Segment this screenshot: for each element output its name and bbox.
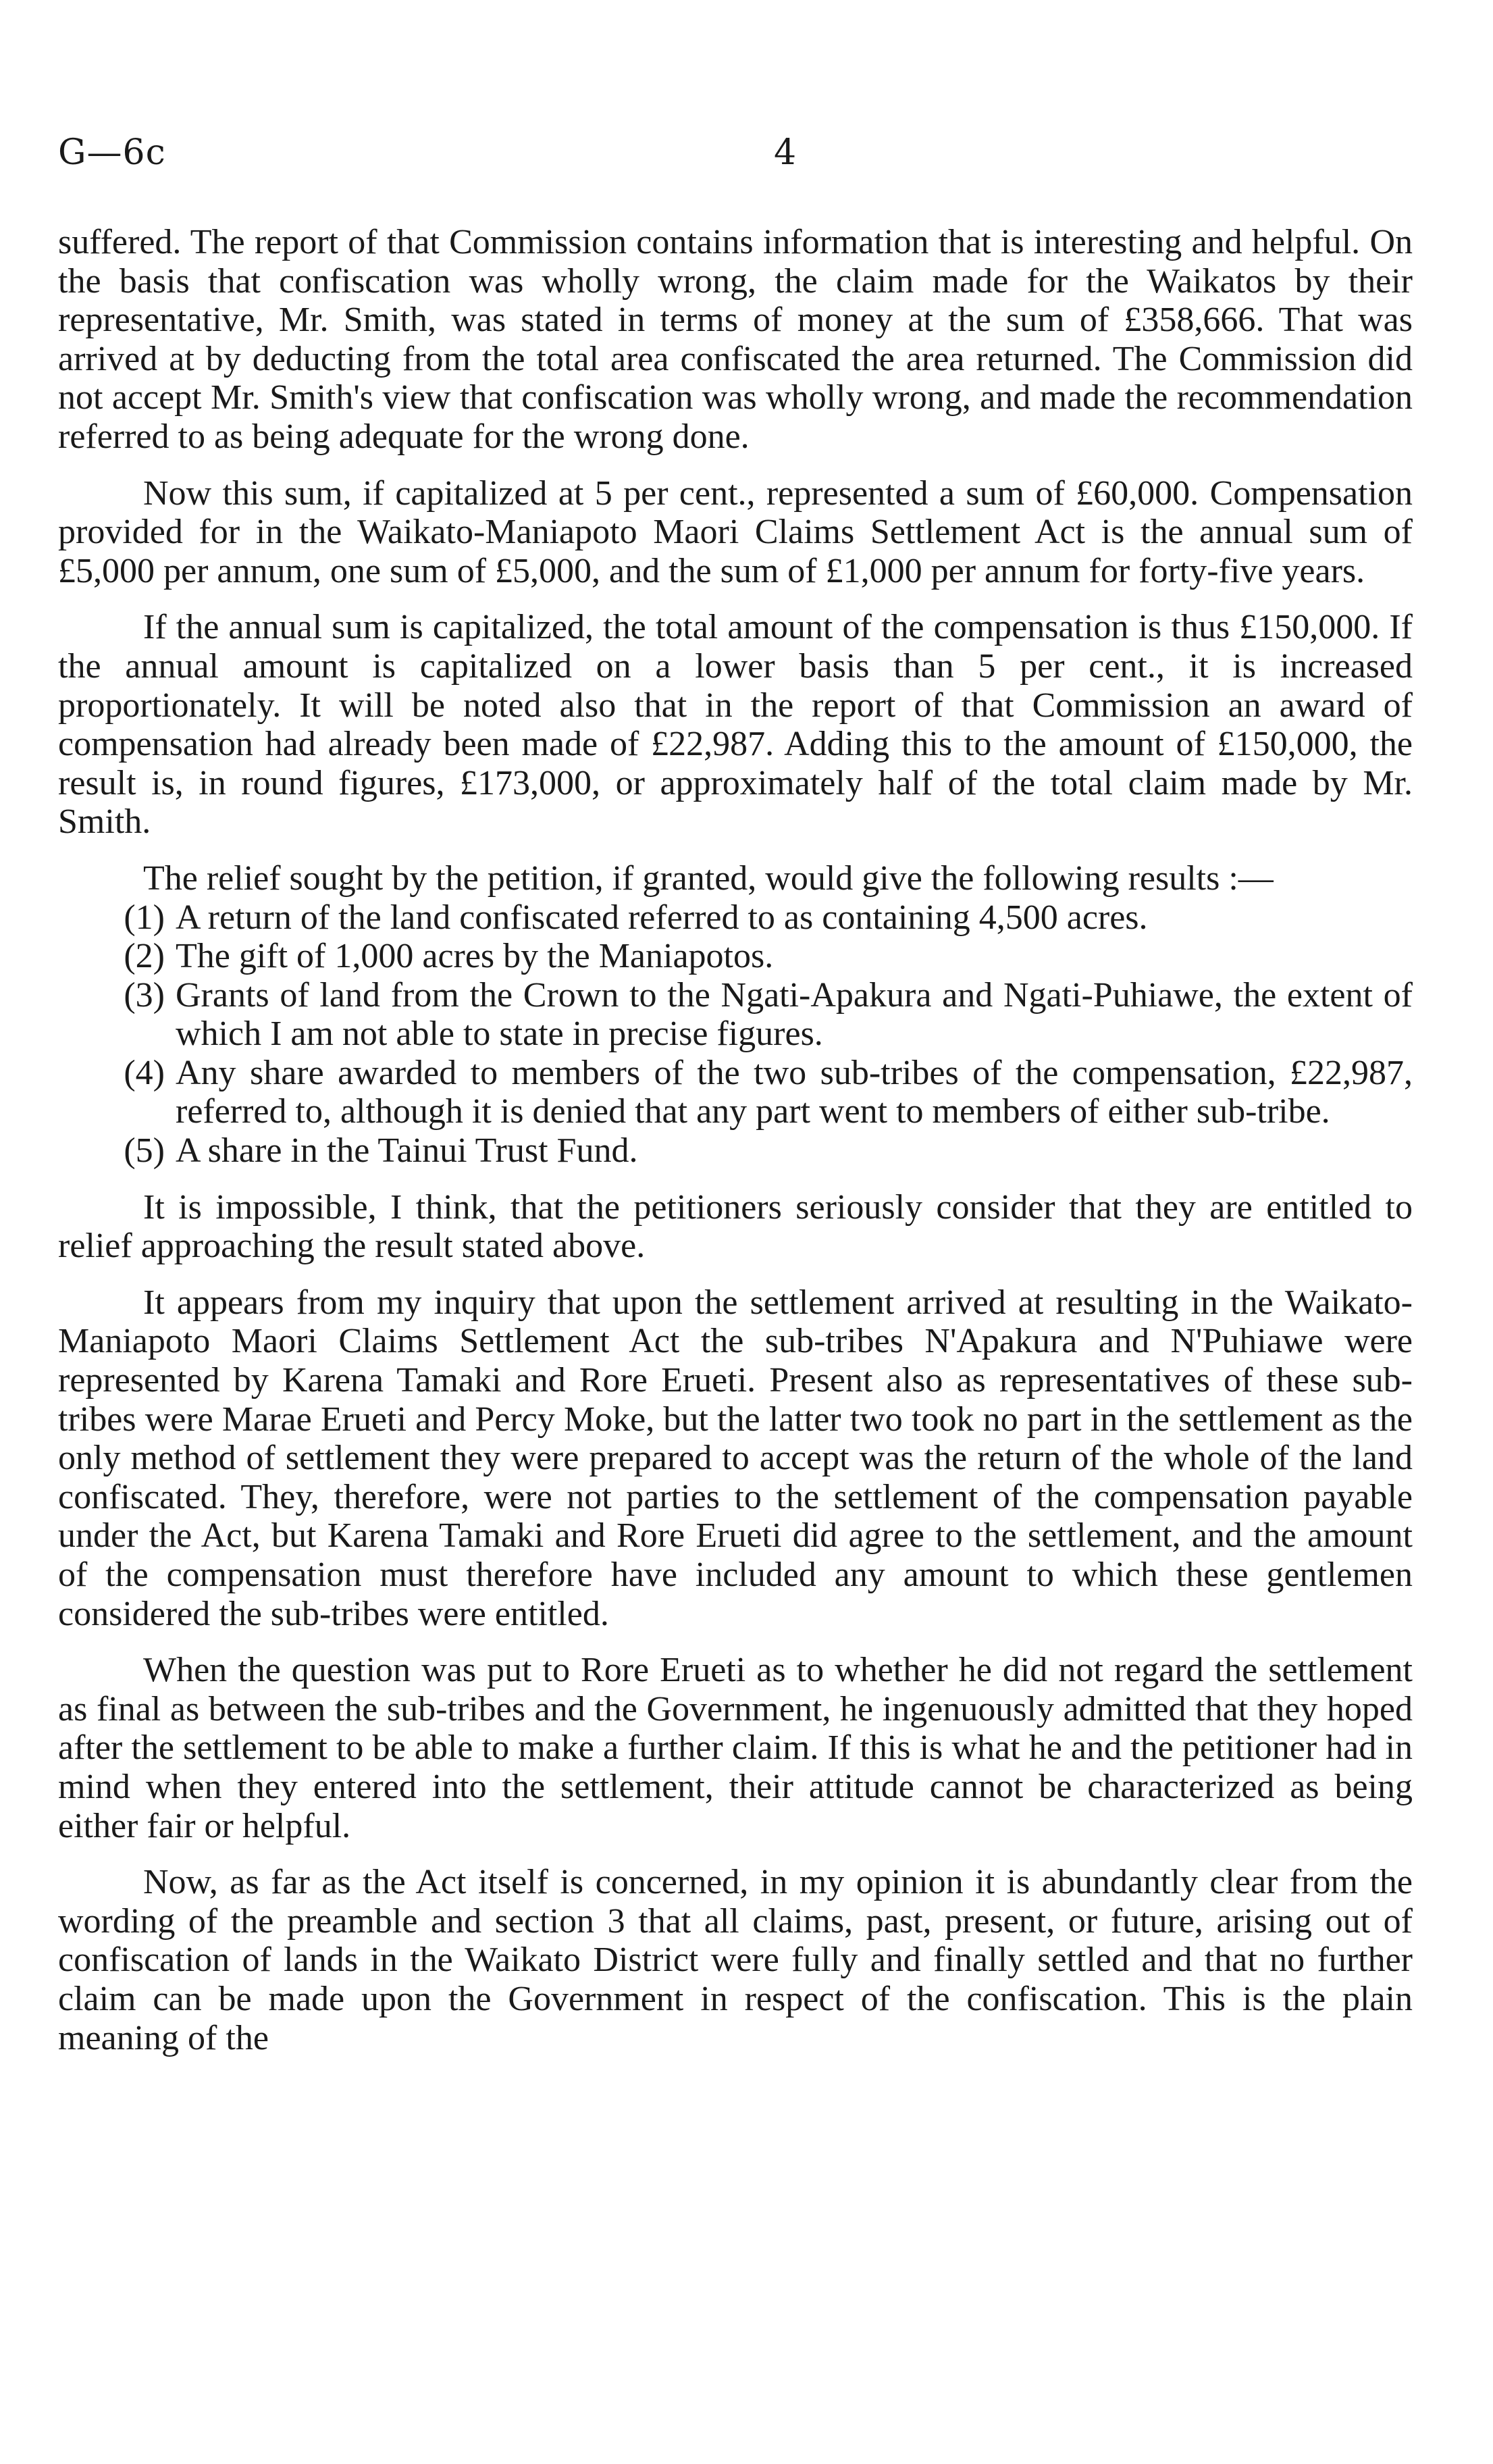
results-list xyxy=(58,898,1413,1171)
page-header xyxy=(58,132,1436,180)
list-item-number: (2) xyxy=(124,937,165,976)
list-item xyxy=(58,898,1413,938)
list-item-text: Grants of land from the Crown to the Ngati-Apakura and Ngati-Puhiawe, the extent of which I am not able to state in precise figures. xyxy=(176,975,1413,1054)
list-item-text: The gift of 1,000 acres by the Maniapotos. xyxy=(176,937,774,976)
document-body xyxy=(58,223,1413,2075)
list-item-number: (3) xyxy=(124,975,165,1015)
page-number: 4 xyxy=(774,132,797,173)
list-item-number: (1) xyxy=(124,898,165,937)
paragraph: The relief sought by the petition, if granted, would give the following results :— xyxy=(143,858,1274,898)
list-item-number: (4) xyxy=(124,1053,165,1092)
list-item xyxy=(58,1131,1413,1171)
paragraph: If the annual sum is capitalized, the total amount of the compensation is thus £150,000. If the annual amount is capitalized on a lower basis than 5 per cent., it is increased proportionately. It will be noted also that in the report of that Commission an award of compensation had already been made of £22,987. Adding this to the amount of £150,000, the result is, in round figures, £173,000, or approximately half of the total claim made by Mr. Smith. xyxy=(58,608,1413,842)
document-reference: G—6c xyxy=(58,132,166,173)
paragraph: It appears from my inquiry that upon the settlement arrived at resulting in the Waikato-Maniapoto Maori Claims Settlement Act the sub-tribes N'Apakura and N'Puhiawe were represented by Karena Tamaki and Rore Erueti. Present also as representatives of these sub-tribes were Marae Erueti and Percy Moke, but the latter two took no part in the settlement as the only method of settlement they were prepared to accept was the return of the whole of the land confiscated. They, therefore, were not parties to the settlement of the compensation payable under the Act, but Karena Tamaki and Rore Erueti did agree to the settlement, and the amount of the compensation must therefore have included any amount to which these gentlemen considered the sub-tribes were entitled. xyxy=(58,1283,1413,1633)
list-item xyxy=(58,976,1413,1054)
list-item xyxy=(58,937,1413,976)
paragraph: Now, as far as the Act itself is concerned, in my opinion it is abundantly clear from the wording of the preamble and section 3 that all claims, past, present, or future, arising out of confiscation of lands in the Waikato District were fully and finally settled and that no further claim can be made upon the Government in respect of the confiscation. This is the plain meaning of the xyxy=(58,1863,1413,2057)
list-item-number: (5) xyxy=(124,1131,165,1171)
paragraph: When the question was put to Rore Erueti as to whether he did not regard the settlement as final as between the sub-tribes and the Government, he ingenuously admitted that they hoped after the settlement to be able to make a further claim. If this is what he and the petitioner had in mind when they entered into the settlement, their attitude cannot be characterized as being either fair or helpful. xyxy=(58,1651,1413,1845)
paragraph: Now this sum, if capitalized at 5 per cent., represented a sum of £60,000. Compensation provided for in the Waikato-Maniapoto Maori Claims Settlement Act is the annual sum of £5,000 per annum, one sum of £5,000, and the sum of £1,000 per annum for forty-five years. xyxy=(58,473,1413,590)
paragraph: suffered. The report of that Commission contains information that is interesting and helpful. On the basis that confiscation was wholly wrong, the claim made for the Waikatos by their representative, Mr. Smith, was stated in terms of money at the sum of £358,666. That was arrived at by deducting from the total area confiscated the area returned. The Commission did not accept Mr. Smith's view that confiscation was wholly wrong, and made the recommendation referred to as being adequate for the wrong done. xyxy=(58,223,1413,456)
paragraph: It is impossible, I think, that the petitioners seriously consider that they are entitled to relief approaching the result stated above. xyxy=(58,1187,1413,1266)
list-item xyxy=(58,1054,1413,1131)
list-item-text: Any share awarded to members of the two sub-tribes of the compensation, £22,987, referred to, although it is denied that any part went to members of either sub-tribe. xyxy=(176,1053,1413,1131)
list-item-text: A return of the land confiscated referred to as containing 4,500 acres. xyxy=(176,898,1148,937)
list-item-text: A share in the Tainui Trust Fund. xyxy=(176,1131,638,1171)
